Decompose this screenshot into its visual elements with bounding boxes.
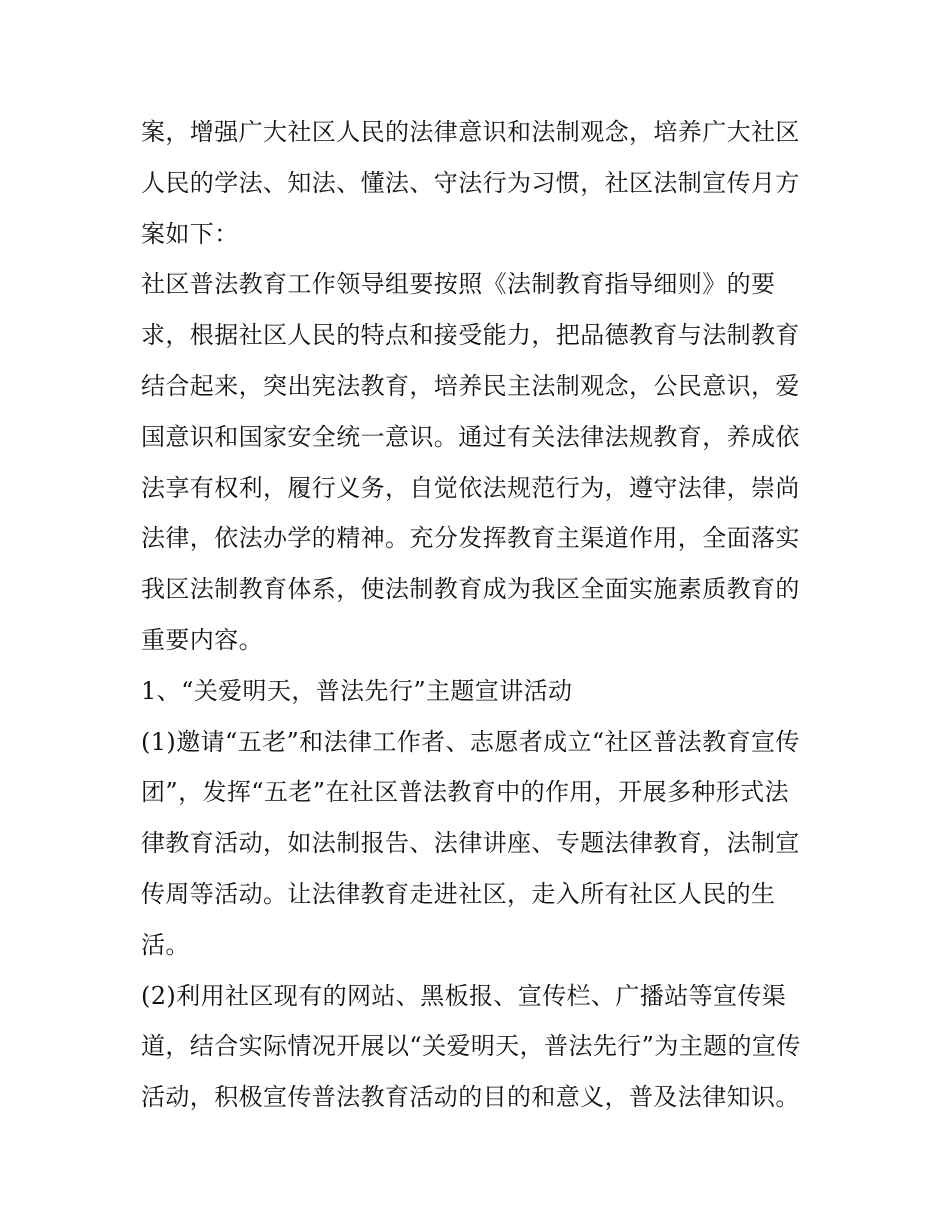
text-line: 我区法制教育体系，使法制教育成为我区全面实施素质教育的 bbox=[141, 575, 800, 604]
text-line: 团”，发挥“五老”在社区普法教育中的作用，开展多种形式法 bbox=[141, 778, 790, 807]
text-line: 案，增强广大社区人民的法律意识和法制观念，培养广大社区 bbox=[141, 118, 800, 146]
text-line: 重要内容。 bbox=[141, 625, 263, 654]
text-line: 求，根据社区人民的特点和接受能力，把品德教育与法制教育 bbox=[141, 321, 800, 350]
text-line: 人民的学法、知法、懂法、守法行为习惯，社区法制宣传月方 bbox=[141, 168, 800, 197]
text-line: 传周等活动。让法律教育走进社区，走入所有社区人民的生 bbox=[141, 879, 776, 908]
text-line: (1)邀请“五老”和法律工作者、志愿者成立“社区普法教育宣传 bbox=[141, 727, 800, 756]
text-line: 结合起来，突出宪法教育，培养民主法制观念，公民意识，爱 bbox=[141, 371, 800, 400]
text-line: 法享有权利，履行义务，自觉依法规范行为，遵守法律，崇尚 bbox=[141, 473, 800, 502]
section-heading: 1、“关爱明天，普法先行”主题宣讲活动 bbox=[141, 676, 573, 705]
text-line: 法律，依法办学的精神。充分发挥教育主渠道作用，全面落实 bbox=[141, 524, 800, 553]
text-line: 活动，积极宣传普法教育活动的目的和意义，普及法律知识。 bbox=[141, 1083, 800, 1112]
text-line: 案如下： bbox=[141, 219, 239, 248]
text-line: 律教育活动，如法制报告、法律讲座、专题法律教育，法制宣 bbox=[141, 829, 800, 858]
text-line: (2)利用社区现有的网站、黑板报、宣传栏、广播站等宣传渠 bbox=[141, 981, 787, 1010]
text-line: 国意识和国家安全统一意识。通过有关法律法规教育，养成依 bbox=[141, 422, 800, 451]
text-line: 道，结合实际情况开展以“关爱明天，普法先行”为主题的宣传 bbox=[141, 1032, 801, 1061]
text-line: 活。 bbox=[141, 930, 190, 959]
document-body bbox=[141, 107, 821, 1123]
text-line: 社区普法教育工作领导组要按照《法制教育指导细则》的要 bbox=[141, 270, 776, 299]
